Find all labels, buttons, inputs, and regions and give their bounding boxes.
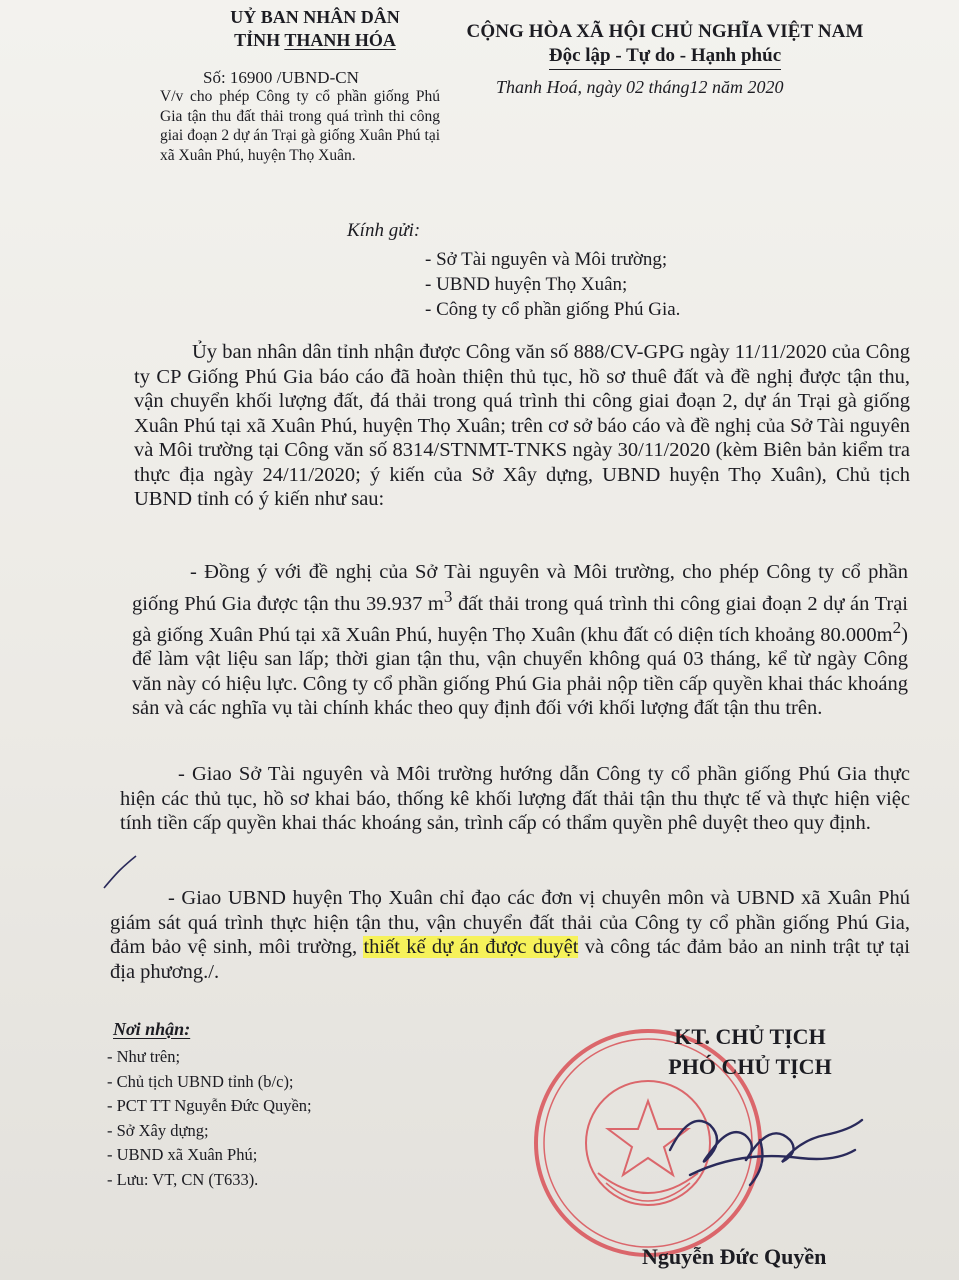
- superscript-cubic: 3: [443, 586, 453, 606]
- distribution-list: [107, 1045, 312, 1192]
- signature-title: [640, 1022, 860, 1082]
- body-paragraph-4-text-b: và công tác đảm bảo an ninh trật tự tại địa phương./.: [110, 936, 910, 983]
- recipient-list: [425, 247, 680, 322]
- superscript-square: 2: [892, 617, 902, 637]
- distribution-item: - Như trên;: [107, 1047, 181, 1066]
- signature-title-line-2: PHÓ CHỦ TỊCH: [668, 1054, 832, 1079]
- body-paragraph-2-text-c: ) để làm vật liệu san lấp; thời gian tận thu, vận chuyển không quá 03 tháng, kể từ ngày Công văn này có hiệu lực. Công ty cổ phần giống Phú Gia phải nộp tiền cấp quyền khai thác khoáng sản và các nghĩa vụ tài chính khác theo quy định đối với khối lượng đất tận thu trên.: [132, 623, 908, 720]
- handwritten-signature: [650, 1080, 870, 1200]
- distribution-item: - Chủ tịch UBND tỉnh (b/c);: [107, 1071, 294, 1091]
- document-number: Số: 16900 /UBND-CN: [203, 68, 359, 87]
- body-paragraph-4-text-a: - Giao UBND huyện Thọ Xuân chỉ đạo các đơn vị chuyên môn và UBND xã Xuân Phú giám sát quá trình thực hiện tận thu, vận chuyển đất thải của Công ty cổ phần giống Phú Gia, đảm bảo vệ sinh, môi trường,: [110, 887, 910, 958]
- signature-title-line-1: KT. CHỦ TỊCH: [674, 1024, 826, 1049]
- distribution-item: - PCT TT Nguyễn Đức Quyền;: [107, 1096, 312, 1115]
- body-paragraph-1-text: Ủy ban nhân dân tỉnh nhận được Công văn số 888/CV-GPG ngày 11/11/2020 của Công ty CP Giống Phú Gia báo cáo đã hoàn thiện thủ tục, hồ sơ thuê đất và đề nghị được tận thu, vận chuyển khối lượng đất, đá thải trong quá trình thi công giai đoạn 2, dự án Trại gà giống Xuân Phú tại xã Xuân Phú, huyện Thọ Xuân; trên cơ sở báo cáo và đề nghị của Sở Tài nguyên và Môi trường tại Công văn số 8314/STNMT-TNKS ngày 30/11/2020 (kèm Biên bản kiểm tra thực địa ngày 24/11/2020; ý kiến của Sở Xây dựng, UBND huyện Thọ Xuân), Chủ tịch UBND tỉnh có ý kiến như sau:: [134, 341, 910, 510]
- recipient-item: - Công ty cổ phần giống Phú Gia.: [425, 299, 681, 320]
- distribution-item: - Lưu: VT, CN (T633).: [107, 1169, 259, 1189]
- distribution-title: Nơi nhận:: [113, 1019, 191, 1039]
- issuing-agency: [170, 6, 460, 52]
- national-motto: Độc lập - Tự do - Hạnh phúc: [549, 44, 781, 70]
- body-paragraph-2-text-a: - Đồng ý với đề nghị của Sở Tài nguyên và Môi trường, cho phép Công ty cổ phần giống Phú Gia được tận thu 39.937 m: [132, 561, 908, 615]
- agency-line-2: [170, 29, 460, 52]
- pen-tick-mark: [100, 852, 140, 892]
- agency-line-2-prefix: TỈNH: [234, 30, 285, 50]
- body-paragraph-3-text: - Giao Sở Tài nguyên và Môi trường hướng dẫn Công ty cổ phần giống Phú Gia thực hiện các thủ tục, hồ sơ khai báo, thống kê khối lượng đất thải tận thu thực tế và thực hiện việc tính tiền cấp quyền khai thác khoáng sản, trình cấp có thẩm quyền phê duyệt theo quy định.: [120, 763, 910, 834]
- recipient-item: - UBND huyện Thọ Xuân;: [425, 274, 628, 295]
- body-paragraph-1: [134, 340, 910, 512]
- national-header: [440, 20, 890, 70]
- distribution-item: - UBND xã Xuân Phú;: [107, 1145, 258, 1164]
- nation-name: CỘNG HÒA XÃ HỘI CHỦ NGHĨA VIỆT NAM: [466, 21, 864, 42]
- body-paragraph-2-text-b: đất thải trong quá trình thi công giai đoạn 2 dự án Trại gà giống Xuân Phú tại xã Xuân Phú, huyện Thọ Xuân (khu đất có diện tích khoảng 80.000m: [132, 592, 909, 646]
- body-paragraph-2: [132, 560, 908, 721]
- highlighted-text: thiết kế dự án được duyệt: [363, 936, 579, 958]
- signer-name: Nguyễn Đức Quyền: [642, 1244, 827, 1269]
- body-paragraph-3: [120, 762, 910, 836]
- body-paragraph-4: [110, 886, 910, 984]
- document-subject: V/v cho phép Công ty cổ phần giống Phú Gia tận thu đất thải trong quá trình thi công giai đoạn 2 dự án Trại gà giống Xuân Phú tại xã Xuân Phú, huyện Thọ Xuân.: [160, 88, 440, 164]
- distribution-item: - Sở Xây dựng;: [107, 1120, 209, 1140]
- salutation: Kính gửi:: [347, 220, 421, 241]
- agency-line-2-province: THANH HÓA: [284, 30, 396, 50]
- agency-line-1: UỶ BAN NHÂN DÂN: [230, 7, 400, 27]
- recipient-item: - Sở Tài nguyên và Môi trường;: [425, 249, 668, 270]
- place-date: Thanh Hoá, ngày 02 tháng12 năm 2020: [496, 77, 784, 97]
